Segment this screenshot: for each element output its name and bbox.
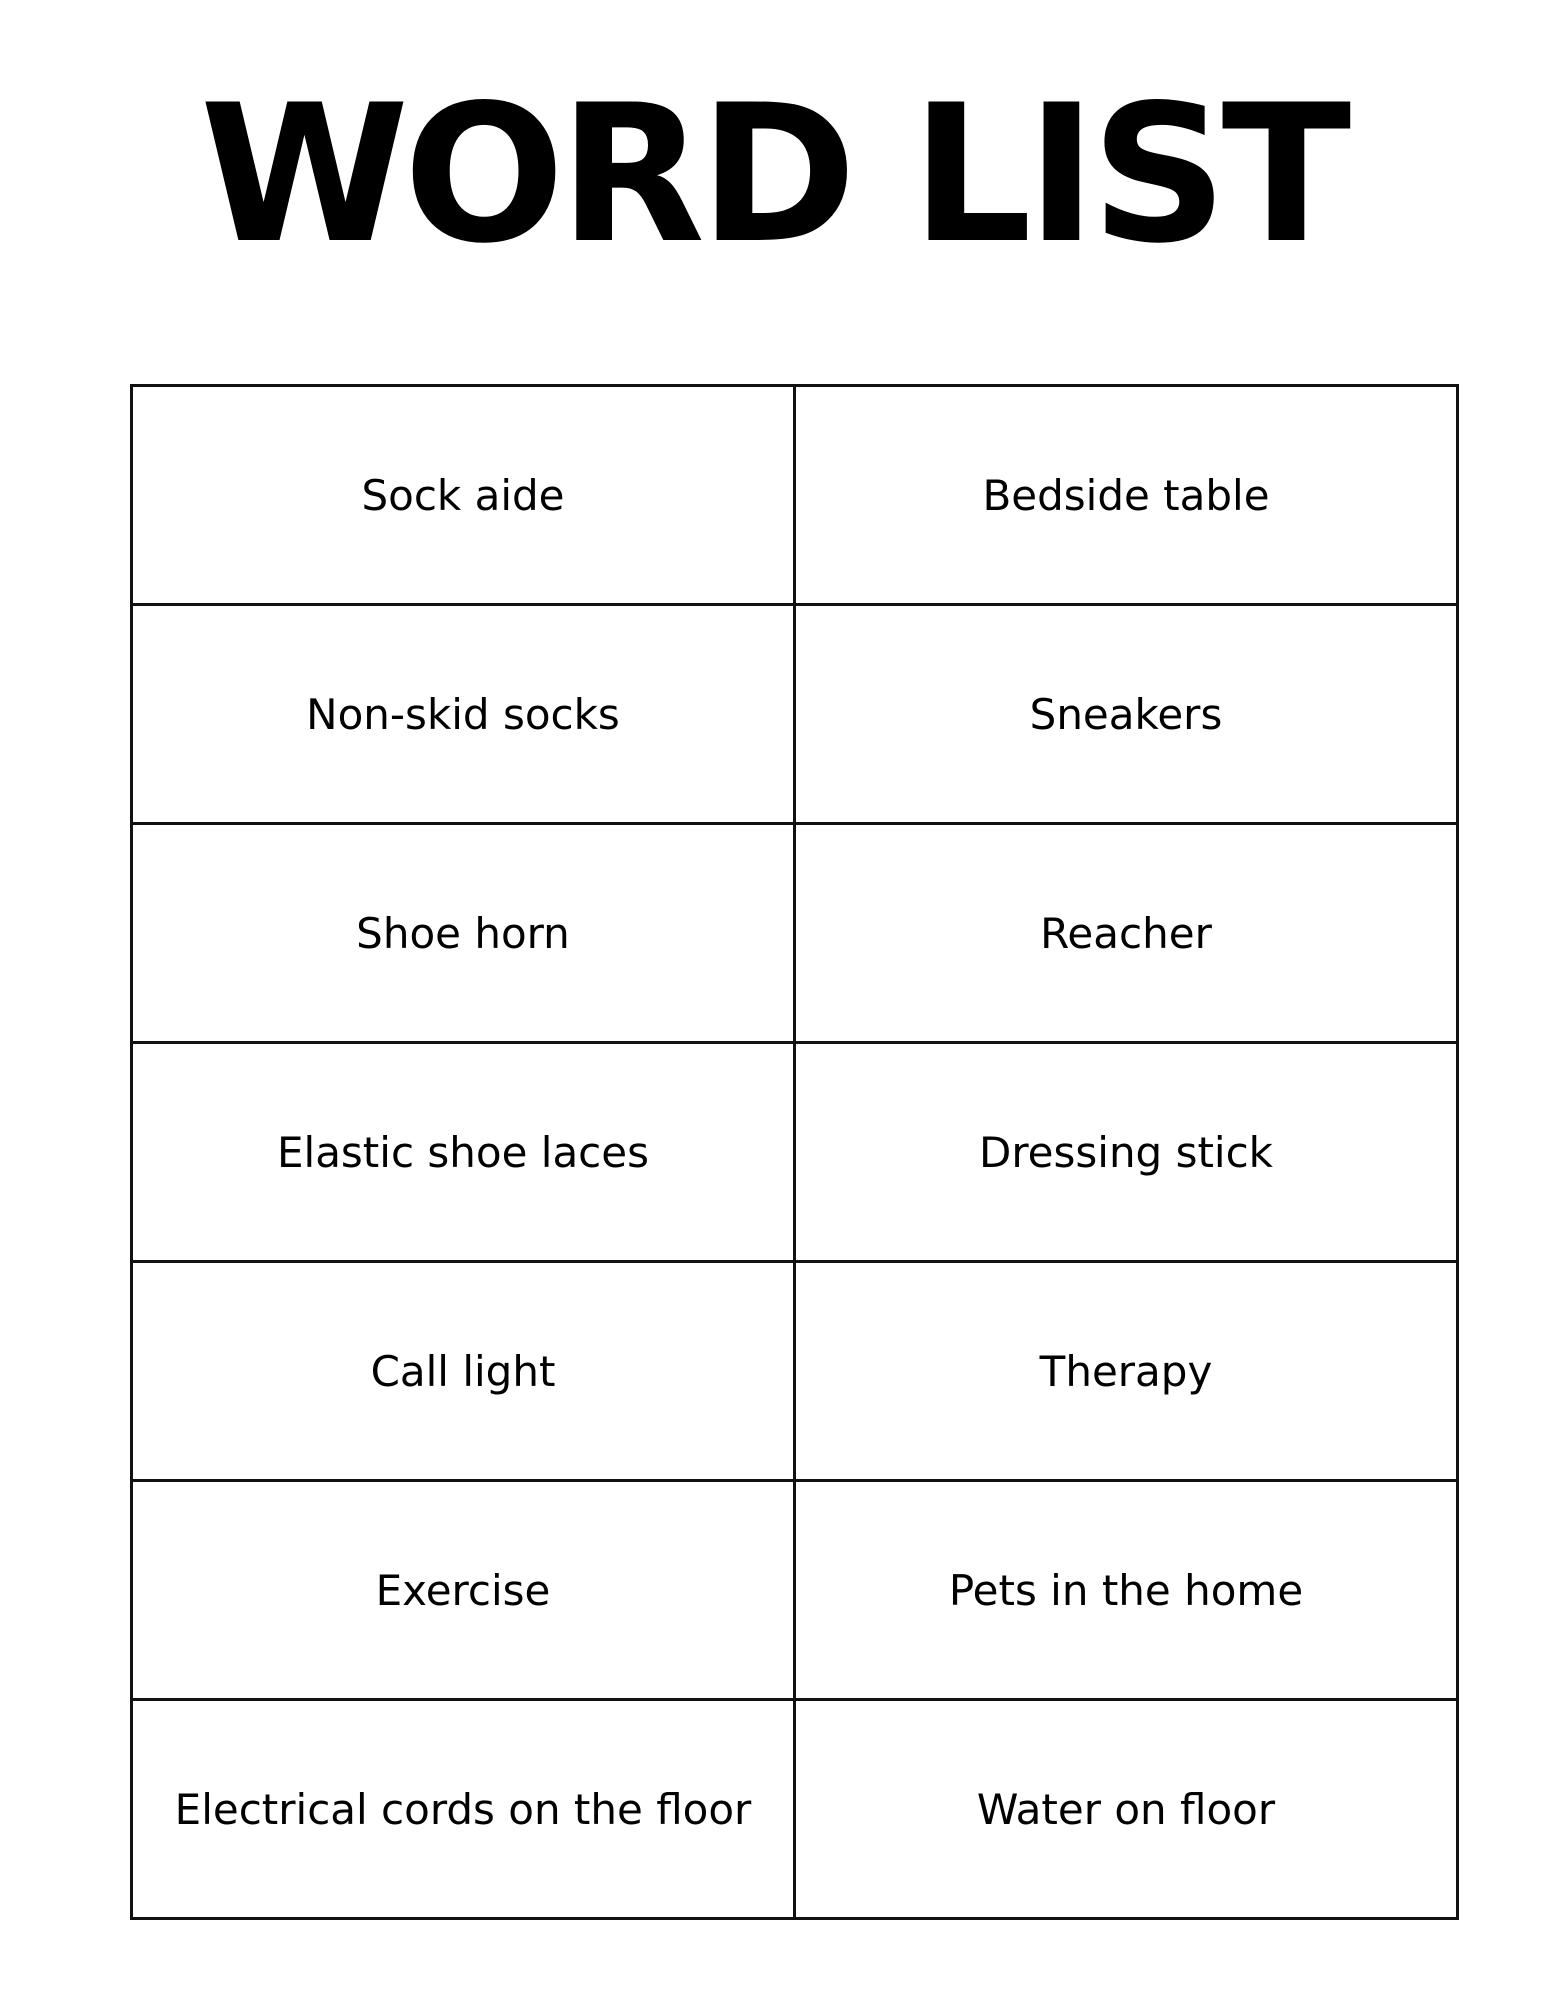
- table-row: [132, 386, 1458, 605]
- word-cell: Sock aide: [132, 386, 795, 605]
- table-row: [132, 1043, 1458, 1262]
- word-cell: Pets in the home: [795, 1481, 1458, 1700]
- word-cell: Non-skid socks: [132, 605, 795, 824]
- table-row: [132, 1700, 1458, 1919]
- word-list-body: [132, 386, 1458, 1919]
- word-cell: Dressing stick: [795, 1043, 1458, 1262]
- table-row: [132, 605, 1458, 824]
- word-cell: Electrical cords on the floor: [132, 1700, 795, 1919]
- word-cell: Therapy: [795, 1262, 1458, 1481]
- word-cell: Shoe horn: [132, 824, 795, 1043]
- word-cell: Elastic shoe laces: [132, 1043, 795, 1262]
- table-row: [132, 1262, 1458, 1481]
- table-row: [132, 1481, 1458, 1700]
- word-list-table: [130, 384, 1459, 1920]
- word-cell: Call light: [132, 1262, 795, 1481]
- table-row: [132, 824, 1458, 1043]
- word-cell: Bedside table: [795, 386, 1458, 605]
- page-title: WORD LIST: [199, 64, 1346, 285]
- word-cell: Reacher: [795, 824, 1458, 1043]
- word-cell: Exercise: [132, 1481, 795, 1700]
- word-cell: Water on floor: [795, 1700, 1458, 1919]
- word-cell: Sneakers: [795, 605, 1458, 824]
